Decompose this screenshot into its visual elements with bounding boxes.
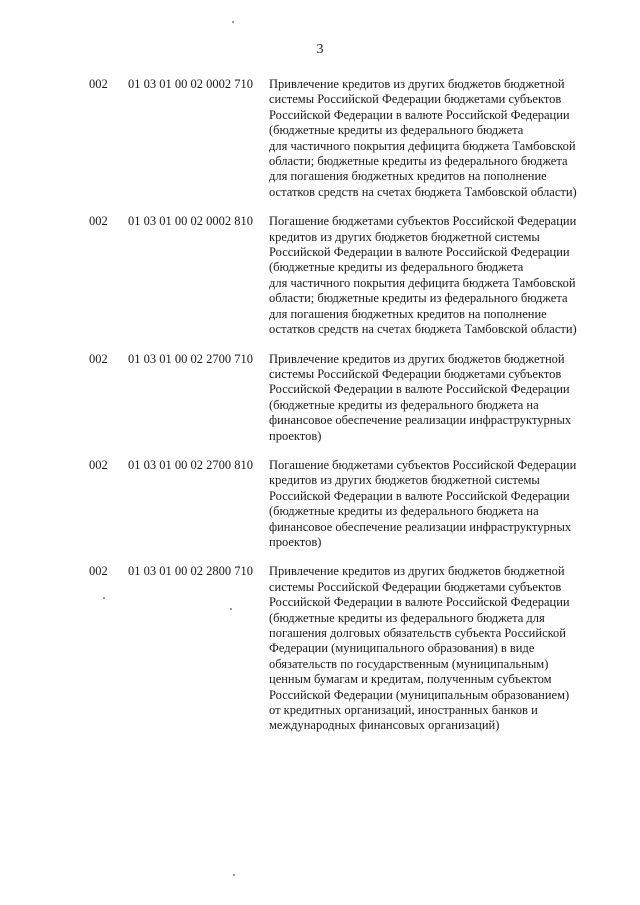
description-line: Федерации (муниципального образования) в виде — [269, 641, 535, 656]
description-line: Российской Федерации в валюте Российской Федерации — [269, 107, 570, 122]
table-row — [0, 458, 640, 550]
admin-code: 002 — [89, 214, 108, 229]
description-line: (бюджетные кредиты из федерального бюджета — [269, 123, 524, 138]
description-line: погашения долговых обязательств субъекта Российской — [269, 626, 566, 640]
table-row — [0, 564, 640, 733]
description-line: (бюджетные кредиты из федерального бюджета на — [269, 504, 539, 519]
admin-code: 002 — [89, 457, 108, 472]
table-row — [0, 77, 640, 200]
description-line: Привлечение кредитов из других бюджетов бюджетной — [269, 351, 565, 366]
description-line: финансовое обеспечение реализации инфраструктурных — [269, 519, 572, 534]
budget-classification-code: 01 03 01 00 02 0002 810 — [128, 214, 253, 229]
description-line: Привлечение кредитов из других бюджетов бюджетной — [269, 564, 565, 579]
description-line: Российской Федерации в валюте Российской Федерации — [269, 245, 570, 260]
code-description — [269, 214, 599, 337]
description-line: Российской Федерации в валюте Российской Федерации — [269, 595, 570, 610]
code-description — [269, 352, 599, 444]
budget-classification-code: 01 03 01 00 02 0002 710 — [128, 77, 253, 91]
description-line: обязательств по государственным (муниципальным) — [269, 656, 549, 671]
description-line: Российской Федерации в валюте Российской Федерации — [269, 488, 570, 503]
description-line: Российской Федерации (муниципальным образованием) — [269, 687, 570, 702]
scan-speck — [232, 21, 234, 23]
budget-classification-code: 01 03 01 00 02 2700 710 — [128, 351, 253, 366]
description-line: остатков средств на счетах бюджета Тамбовской области) — [269, 322, 577, 337]
description-line: системы Российской Федерации бюджетами субъектов — [269, 366, 562, 381]
description-line: Погашение бюджетами субъектов Российской Федерации — [269, 214, 577, 229]
budget-classification-code: 01 03 01 00 02 2800 710 — [128, 564, 253, 579]
description-line: для погашения бюджетных кредитов на пополнение — [269, 169, 547, 184]
description-line: проектов) — [269, 428, 322, 443]
description-line: проектов) — [269, 534, 322, 549]
description-line: Привлечение кредитов из других бюджетов бюджетной — [269, 77, 565, 91]
description-line: области; бюджетные кредиты из федерального бюджета — [269, 291, 568, 306]
description-line: для частичного покрытия дефицита бюджета Тамбовской — [269, 138, 576, 153]
description-line: области; бюджетные кредиты из федерального бюджета — [269, 154, 568, 169]
description-line: финансовое обеспечение реализации инфраструктурных — [269, 413, 572, 428]
budget-classification-code: 01 03 01 00 02 2700 810 — [128, 457, 253, 472]
admin-code: 002 — [89, 351, 108, 366]
description-line: кредитов из других бюджетов бюджетной системы — [269, 473, 540, 488]
code-description — [269, 77, 599, 200]
description-line: ценным бумагам и кредитам, полученным субъектом — [269, 672, 552, 687]
table-row — [0, 352, 640, 444]
description-line: кредитов из других бюджетов бюджетной системы — [269, 229, 540, 244]
description-line: (бюджетные кредиты из федерального бюджета для — [269, 610, 545, 625]
description-line: (бюджетные кредиты из федерального бюджета на — [269, 397, 539, 412]
description-line: системы Российской Федерации бюджетами субъектов — [269, 92, 562, 107]
scan-speck — [230, 608, 232, 610]
description-line: Российской Федерации в валюте Российской Федерации — [269, 382, 570, 397]
description-line: Погашение бюджетами субъектов Российской Федерации — [269, 457, 577, 472]
code-table — [0, 77, 640, 748]
description-line: остатков средств на счетах бюджета Тамбовской области) — [269, 184, 577, 199]
description-line: системы Российской Федерации бюджетами субъектов — [269, 579, 562, 594]
admin-code: 002 — [89, 564, 108, 579]
description-line: международных финансовых организаций) — [269, 718, 500, 733]
description-line: для погашения бюджетных кредитов на пополнение — [269, 306, 547, 321]
description-line: от кредитных организаций, иностранных банков и — [269, 703, 538, 718]
table-row — [0, 214, 640, 337]
code-description — [269, 458, 599, 550]
code-description — [269, 564, 599, 733]
scan-speck — [103, 597, 105, 599]
page-number: 3 — [316, 42, 324, 57]
description-line: для частичного покрытия дефицита бюджета Тамбовской — [269, 275, 576, 290]
description-line: (бюджетные кредиты из федерального бюджета — [269, 260, 524, 275]
scan-speck — [233, 874, 235, 876]
admin-code: 002 — [89, 77, 108, 91]
